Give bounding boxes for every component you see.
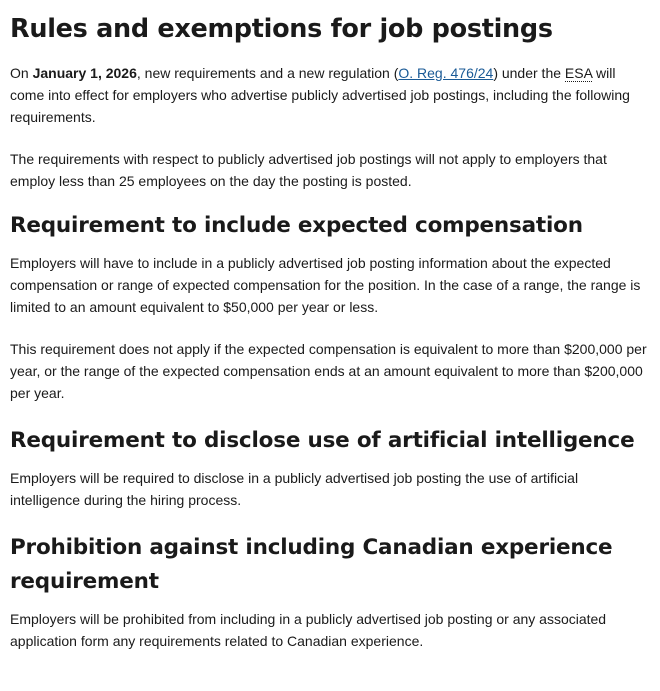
intro-after-link: ) under the bbox=[493, 65, 565, 81]
compensation-paragraph-1: Employers will have to include in a publicly advertised job posting information about the expected compensation or range of expected compensation for the position. In the case of a range, the range is limited to an amount equivalent to $50,000 per year or less. bbox=[10, 255, 641, 315]
compensation-paragraph-2: This requirement does not apply if the expected compensation is equivalent to more than $200,000 per year, or the range of the expected compensation ends at an amount equivalent to more than $200,000 per year. bbox=[10, 341, 647, 401]
intro-paragraph bbox=[10, 62, 650, 128]
intro-prefix: On bbox=[10, 65, 33, 81]
page-title: Rules and exemptions for job postings bbox=[10, 14, 553, 44]
ai-disclosure-heading: Requirement to disclose use of artificial intelligence bbox=[10, 428, 635, 453]
canadian-experience-heading: Prohibition against including Canadian experience requirement bbox=[10, 535, 613, 594]
effective-date: January 1, 2026 bbox=[32, 65, 137, 81]
regulation-link[interactable]: O. Reg. 476/24 bbox=[398, 65, 494, 81]
esa-abbreviation[interactable]: ESA bbox=[564, 65, 593, 81]
intro-middle: , new requirements and a new regulation ( bbox=[136, 65, 399, 81]
compensation-heading: Requirement to include expected compensation bbox=[10, 213, 583, 238]
page-content bbox=[0, 12, 660, 652]
canadian-experience-paragraph: Employers will be prohibited from including in a publicly advertised job posting or any associated application form any requirements related to Canadian experience. bbox=[10, 611, 607, 649]
intro-suffix: will come into effect for employers who advertise publicly advertised job postings, including the following requirements. bbox=[10, 65, 630, 125]
ai-disclosure-paragraph: Employers will be required to disclose in a publicly advertised job posting the use of artificial intelligence during the hiring process. bbox=[10, 470, 579, 508]
exemption-paragraph: The requirements with respect to publicly advertised job postings will not apply to employers that employ less than 25 employees on the day the posting is posted. bbox=[10, 151, 607, 189]
